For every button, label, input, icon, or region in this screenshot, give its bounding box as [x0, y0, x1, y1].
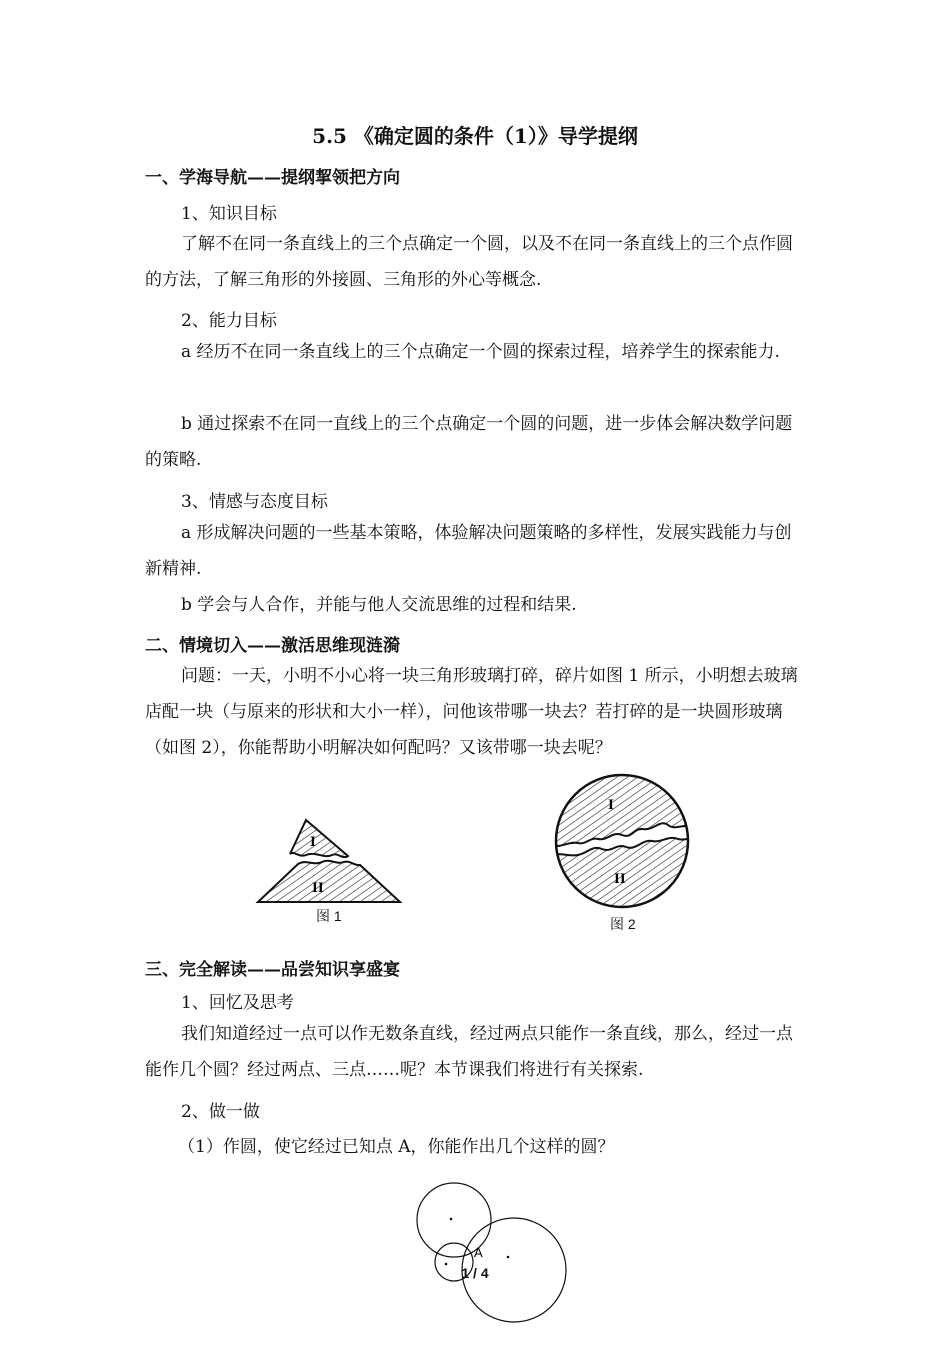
knowledge-goal-title: 1、知识目标 [181, 204, 277, 224]
circle-piece-1 [550, 765, 695, 846]
section1-heading: 一、学海导航——提纲挈领把方向 [145, 168, 400, 188]
figure-1-caption: 图 1 [316, 908, 342, 924]
knowledge-goal-text: 了解不在同一条直线上的三个点确定一个圆，以及不在同一条直线上的三个点作圆的方法，了解三角形的外接圆、三角形的外心等概念. [145, 234, 793, 290]
triangle-piece-2 [258, 861, 400, 902]
page-number: 1 / 4 [461, 1265, 489, 1281]
triangle-piece-1 [290, 820, 348, 857]
recall-title: 1、回忆及思考 [181, 993, 294, 1013]
piece-label-2: II [614, 871, 626, 887]
emotion-goal-b: b 学会与人合作，并能与他人交流思维的过程和结果. [181, 595, 577, 615]
ability-goal-title: 2、能力目标 [181, 311, 277, 331]
figure-1-triangle-pieces [250, 810, 410, 910]
problem-text: 问题：一天，小明不小心将一块三角形玻璃打碎，碎片如图 1 所示，小明想去玻璃店配一块（与原来的形状和大小一样），问他该带哪一块去？若打碎的是一块圆形玻璃（如图 2），你能帮助小明解决如何配吗？又该带哪一块去呢？ [145, 666, 798, 758]
do-title: 2、做一做 [181, 1102, 260, 1122]
circles-through-point-figure [410, 1175, 580, 1345]
ability-goal-b: b 通过探索不在同一直线上的三个点确定一个圆的问题，进一步体会解决数学问题的策略. [145, 414, 793, 470]
recall-text: 我们知道经过一点可以作无数条直线，经过两点只能作一条直线，那么，经过一点能作几个圆？经过两点、三点……呢？本节课我们将进行有关探索. [145, 1024, 793, 1080]
figure-2-caption: 图 2 [610, 916, 636, 932]
emotion-goal-a: a 形成解决问题的一些基本策略，体验解决问题策略的多样性，发展实践能力与创新精神. [145, 523, 792, 579]
task-1: （1）作圆，使它经过已知点 A，你能作出几个这样的圆？ [178, 1137, 615, 1157]
piece-label-2: II [312, 880, 324, 896]
figure-2-circle-pieces [550, 765, 695, 915]
section2-heading: 二、情境切入——激活思维现涟漪 [145, 636, 400, 656]
page-title: 5.5 《确定圆的条件（1）》导学提纲 [312, 124, 638, 148]
piece-label-1: I [608, 797, 614, 813]
piece-label-1: I [310, 834, 316, 850]
emotion-goal-title: 3、情感与态度目标 [181, 492, 328, 512]
ability-goal-a: a 经历不在同一条直线上的三个点确定一个圆的探索过程，培养学生的探索能力. [181, 342, 780, 362]
point-a-label: A [474, 1245, 483, 1260]
section3-heading: 三、完全解读——品尝知识享盛宴 [145, 960, 400, 980]
